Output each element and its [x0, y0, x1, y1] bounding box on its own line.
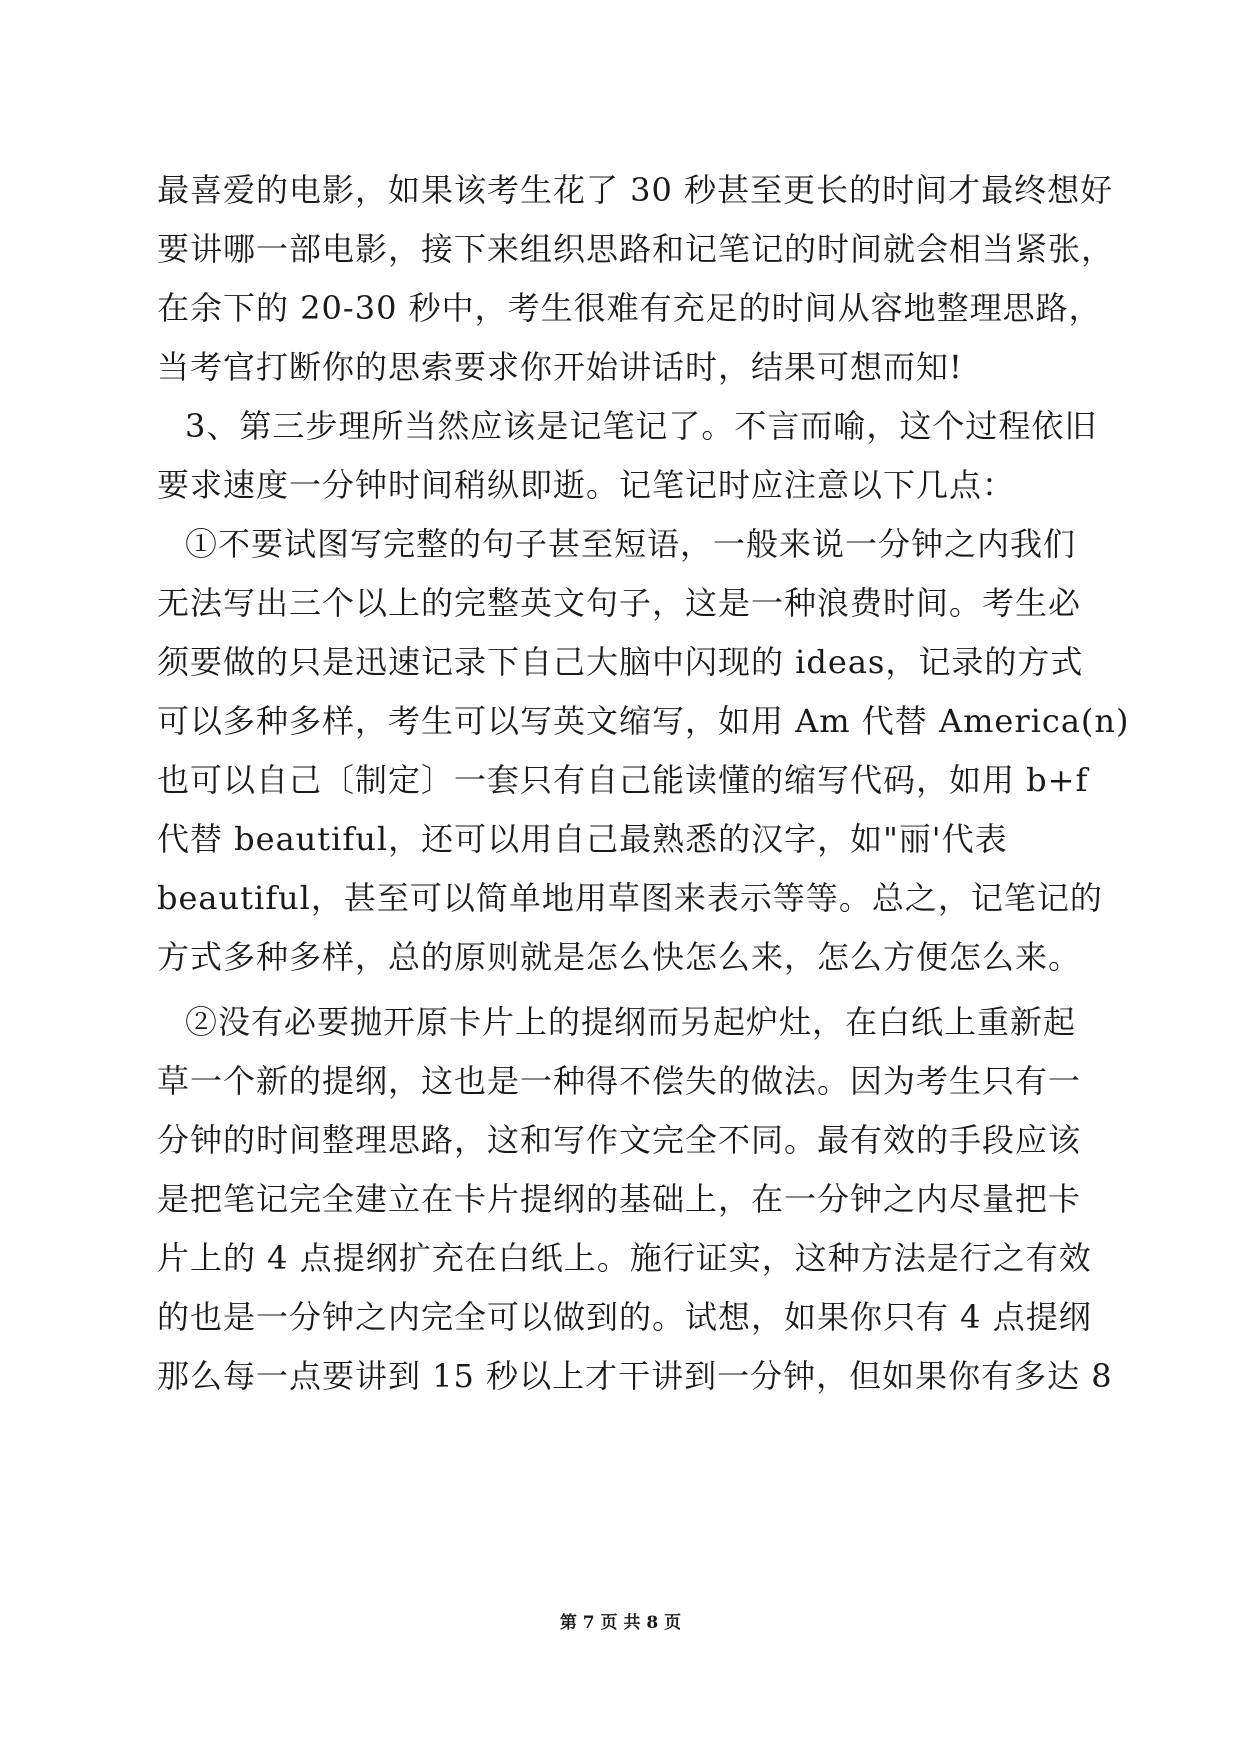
- body-line: 3、第三步理所当然应该是记笔记了。不言而喻，这个过程依旧: [185, 407, 1098, 445]
- body-line: 方式多种多样，总的原则就是怎么快怎么来，怎么方便怎么来。: [157, 938, 1082, 976]
- body-line: 草一个新的提纲，这也是一种得不偿失的做法。因为考生只有一: [157, 1062, 1082, 1100]
- body-line: 最喜爱的电影，如果该考生花了 30 秒甚至更长的时间才最终想好: [157, 171, 1114, 209]
- body-line: 当考官打断你的思索要求你开始讲话时，结果可想而知!: [157, 348, 963, 386]
- body-line: ①不要试图写完整的句子甚至短语，一般来说一分钟之内我们: [185, 525, 1077, 563]
- body-line: 无法写出三个以上的完整英文句子，这是一种浪费时间。考生必: [157, 584, 1082, 622]
- body-line: 也可以自己〔制定〕一套只有自己能读懂的缩写代码，如用 b+f: [157, 761, 1089, 799]
- body-line: 可以多种多样，考生可以写英文缩写，如用 Am 代替 America(n): [157, 702, 1130, 740]
- body-line: beautiful，甚至可以简单地用草图来表示等等。总之，记笔记的: [157, 879, 1103, 917]
- body-line: 须要做的只是迅速记录下自己大脑中闪现的 ideas，记录的方式: [157, 643, 1084, 681]
- page-number-footer: 第 7 页 共 8 页: [559, 1613, 682, 1633]
- body-line: 的也是一分钟之内完全可以做到的。试想，如果你只有 4 点提纲: [157, 1298, 1092, 1336]
- body-line: 要讲哪一部电影，接下来组织思路和记笔记的时间就会相当紧张，: [157, 230, 1115, 268]
- body-line: 是把笔记完全建立在卡片提纲的基础上，在一分钟之内尽量把卡: [157, 1180, 1082, 1218]
- body-line: 代替 beautiful，还可以用自己最熟悉的汉字，如"丽'代表: [157, 820, 1008, 858]
- body-line: 要求速度一分钟时间稍纵即逝。记笔记时应注意以下几点：: [157, 466, 1016, 504]
- body-line: 分钟的时间整理思路，这和写作文完全不同。最有效的手段应该: [157, 1121, 1082, 1159]
- body-line: 那么每一点要讲到 15 秒以上才干讲到一分钟，但如果你有多达 8: [157, 1357, 1113, 1395]
- body-line: 在余下的 20-30 秒中，考生很难有充足的时间从容地整理思路，: [157, 289, 1102, 327]
- body-line: 片上的 4 点提纲扩充在白纸上。施行证实，这种方法是行之有效: [157, 1239, 1092, 1277]
- body-line: ②没有必要抛开原卡片上的提纲而另起炉灶，在白纸上重新起: [185, 1003, 1077, 1041]
